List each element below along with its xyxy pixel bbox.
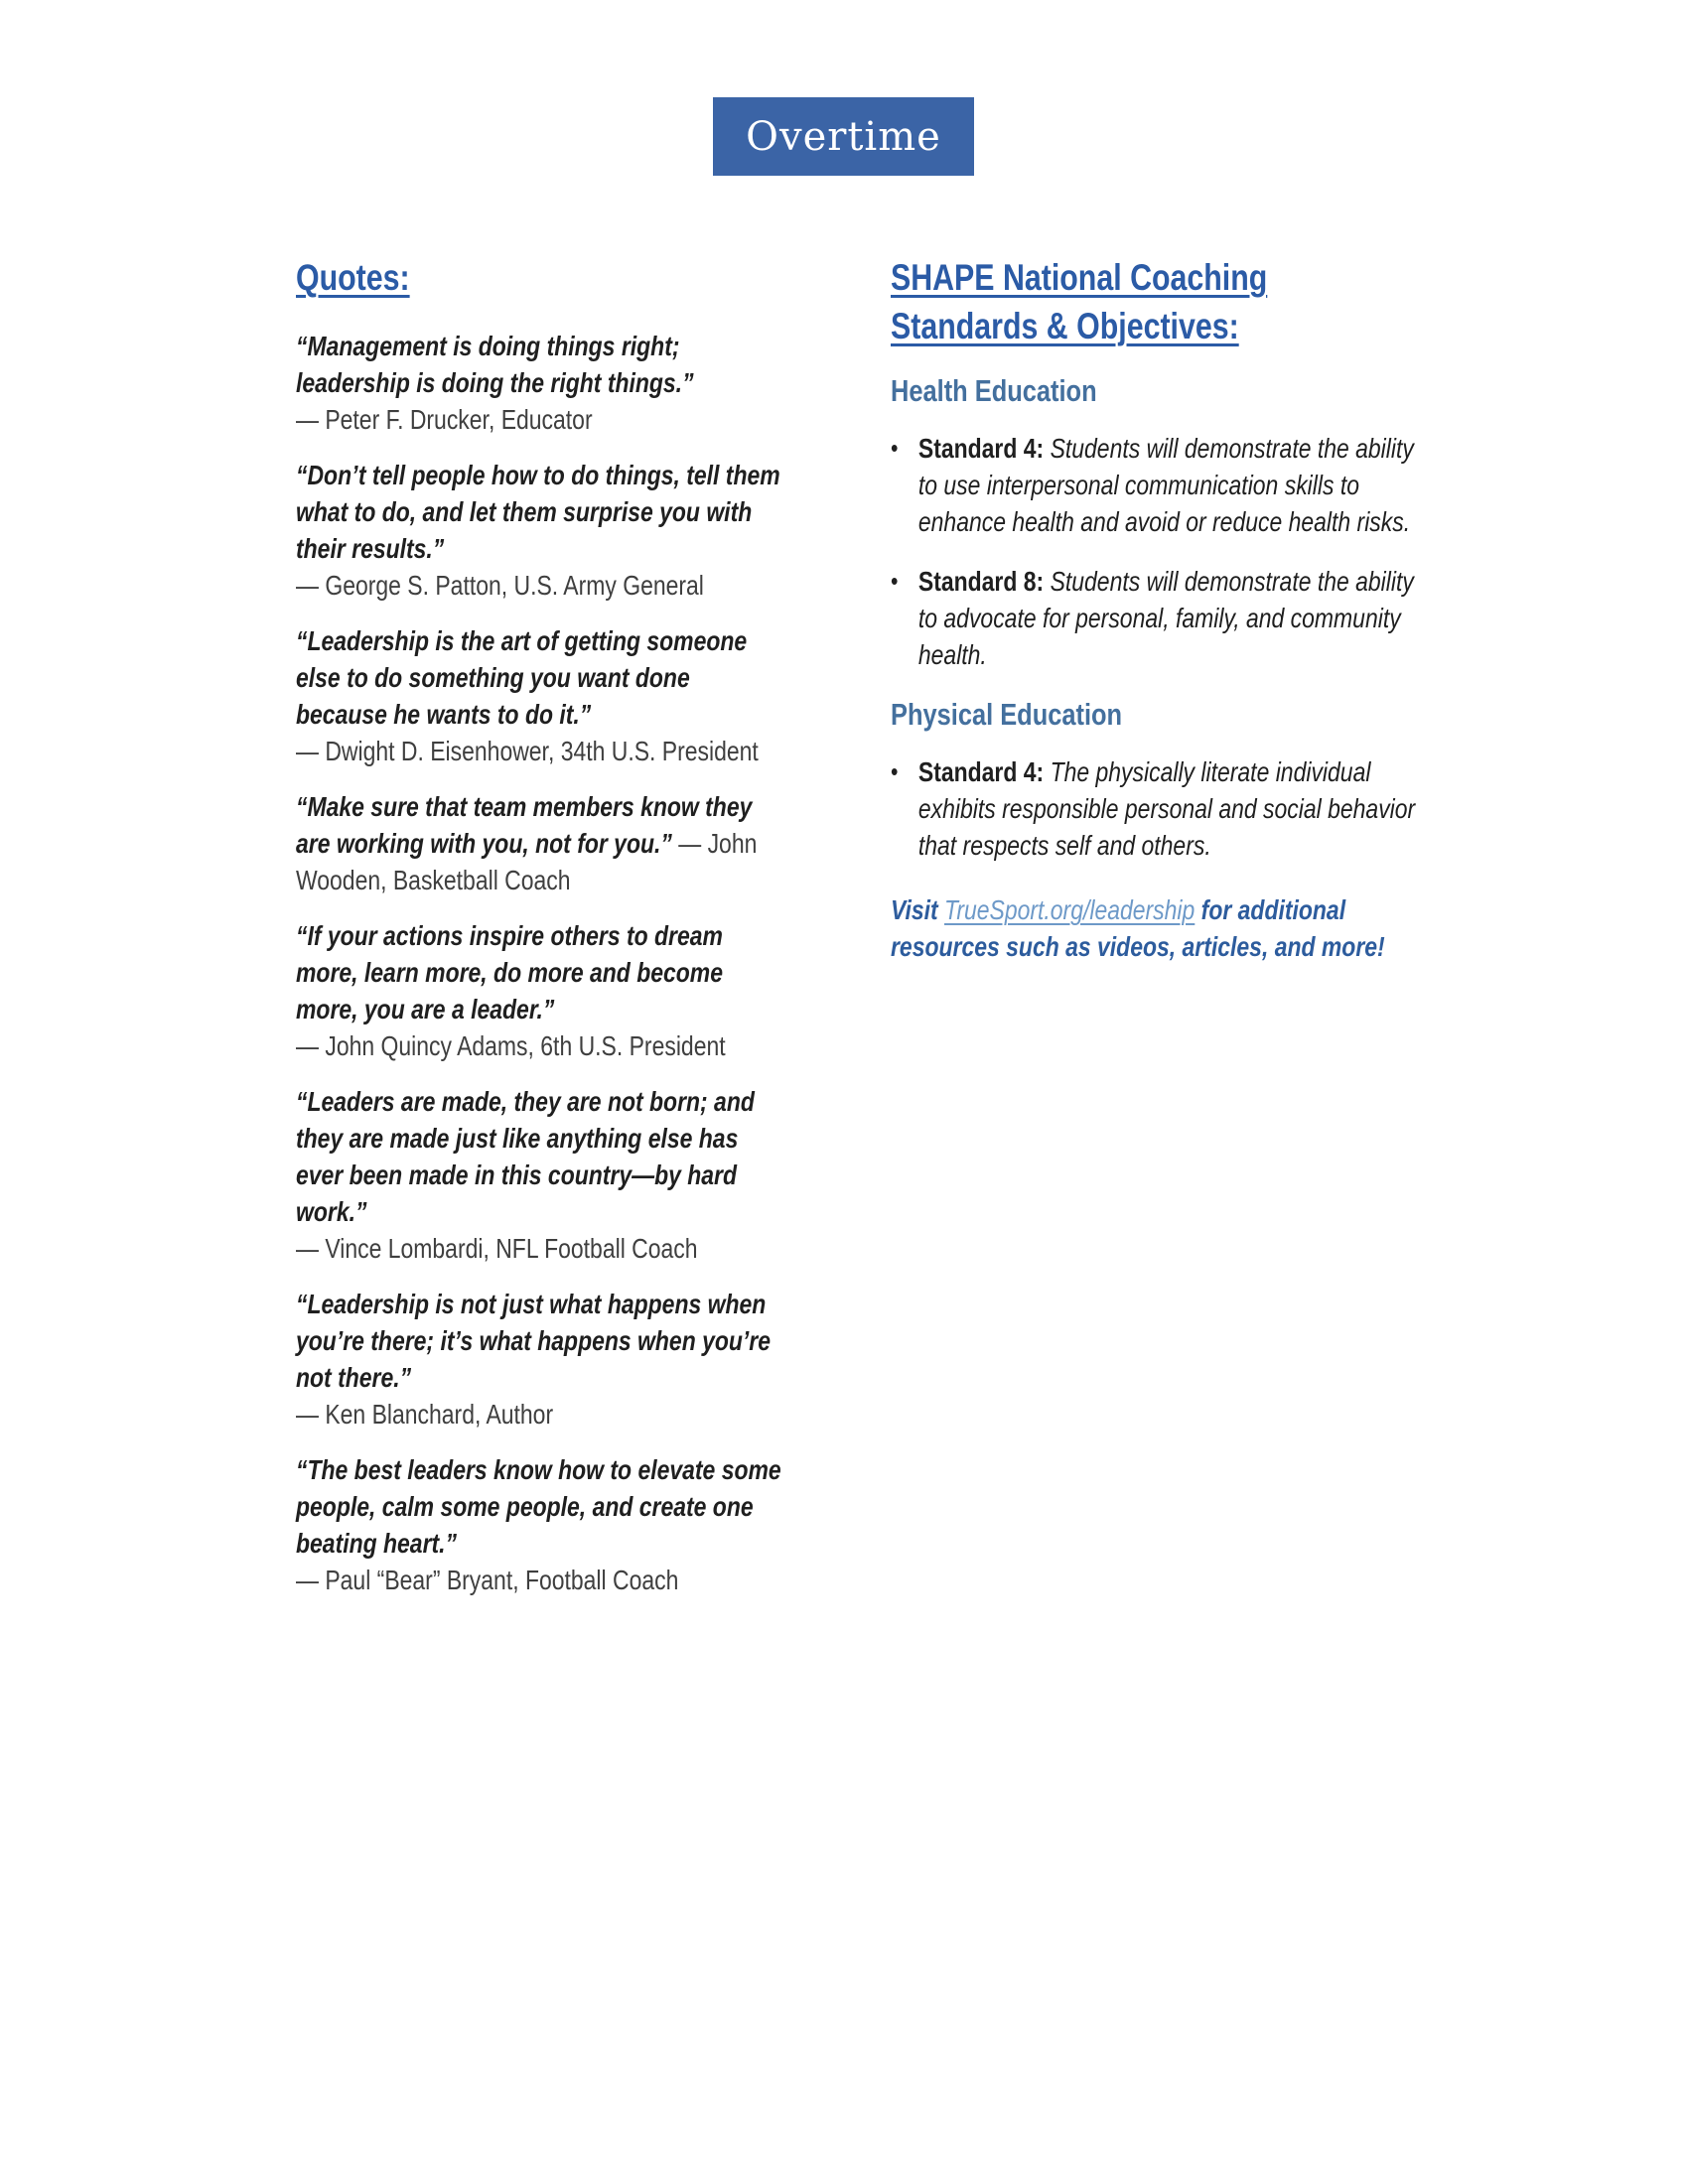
section-subheading: Health Education — [891, 373, 1097, 408]
quotes-heading: Quotes: — [296, 257, 410, 298]
quote-text: “Leadership is not just what happens when you’re there; it’s what happens when you’re not there.” — [296, 1289, 772, 1393]
quote-attribution: — John Wooden, Basketball Coach — [296, 828, 758, 895]
quote-text: “Don’t tell people how to do things, tell them what to do, and let them surprise you with their results.” — [296, 460, 780, 564]
truesport-leadership-link[interactable]: TrueSport.org/leadership — [944, 894, 1196, 925]
standard-text: Students will demonstrate the ability to advocate for personal, family, and community health. — [917, 566, 1414, 670]
quotes-column — [296, 253, 784, 1617]
visit-note — [891, 891, 1436, 965]
visit-prefix: Visit — [891, 894, 945, 925]
quote-text: “The best leaders know how to elevate some people, calm some people, and create one beating heart.” — [296, 1454, 781, 1559]
quote-attribution: — Peter F. Drucker, Educator — [296, 404, 593, 435]
standard-bullet — [891, 563, 1436, 673]
quote-block — [296, 328, 784, 438]
standard-text: Students will demonstrate the ability to use interpersonal communication skills to enhance health and avoid or reduce health risks. — [917, 433, 1414, 537]
quote-text: “Leaders are made, they are not born; and they are made just like anything else has ever been made in this country—by hard work.” — [296, 1086, 755, 1227]
standards-heading: SHAPE National Coaching Standards & Objectives: — [891, 257, 1268, 346]
bullet-content — [918, 563, 1437, 673]
quote-text: “Management is doing things right; leadership is doing the right things.” — [296, 331, 694, 398]
standard-bullet — [891, 430, 1436, 540]
bullet-icon: • — [891, 756, 899, 786]
quote-attribution: — Vince Lombardi, NFL Football Coach — [296, 1233, 698, 1264]
overtime-banner — [713, 97, 974, 176]
standard-text: The physically literate individual exhibits responsible personal and social behavior that respects self and others. — [917, 756, 1416, 861]
bullet-content — [918, 753, 1437, 864]
standard-bullet — [891, 753, 1436, 864]
section-subheading: Physical Education — [891, 697, 1123, 732]
quote-block — [296, 622, 784, 769]
quote-text: “Leadership is the art of getting someone else to do something you want done because he wants to do it.” — [296, 625, 748, 730]
bullet-icon: • — [891, 433, 899, 463]
quote-block — [296, 1451, 784, 1598]
standard-label: Standard 8: — [917, 566, 1045, 597]
quote-text: “If your actions inspire others to dream more, learn more, do more and become more, you are a leader.” — [296, 920, 723, 1024]
quote-attribution: — Dwight D. Eisenhower, 34th U.S. President — [296, 736, 759, 766]
quote-block — [296, 457, 784, 604]
quote-attribution: — Ken Blanchard, Author — [296, 1399, 554, 1430]
visit-suffix: for additional resources such as videos, articles, and more! — [891, 894, 1385, 962]
banner-title: Overtime — [746, 113, 941, 160]
quote-attribution: — Paul “Bear” Bryant, Football Coach — [296, 1565, 679, 1595]
quote-attribution: — George S. Patton, U.S. Army General — [296, 570, 704, 601]
standards-column — [891, 253, 1436, 993]
quotes-list — [296, 328, 784, 1598]
quote-block — [296, 788, 784, 898]
bullet-icon: • — [891, 566, 899, 596]
quote-block — [296, 1083, 784, 1267]
standard-label: Standard 4: — [917, 433, 1045, 464]
standards-sections — [891, 372, 1436, 864]
quote-text: “Make sure that team members know they are working with you, not for you.” — [296, 791, 753, 859]
bullet-content — [918, 430, 1437, 540]
quote-block — [296, 917, 784, 1064]
quote-block — [296, 1286, 784, 1433]
standard-label: Standard 4: — [917, 756, 1045, 787]
quote-attribution: — John Quincy Adams, 6th U.S. President — [296, 1030, 726, 1061]
